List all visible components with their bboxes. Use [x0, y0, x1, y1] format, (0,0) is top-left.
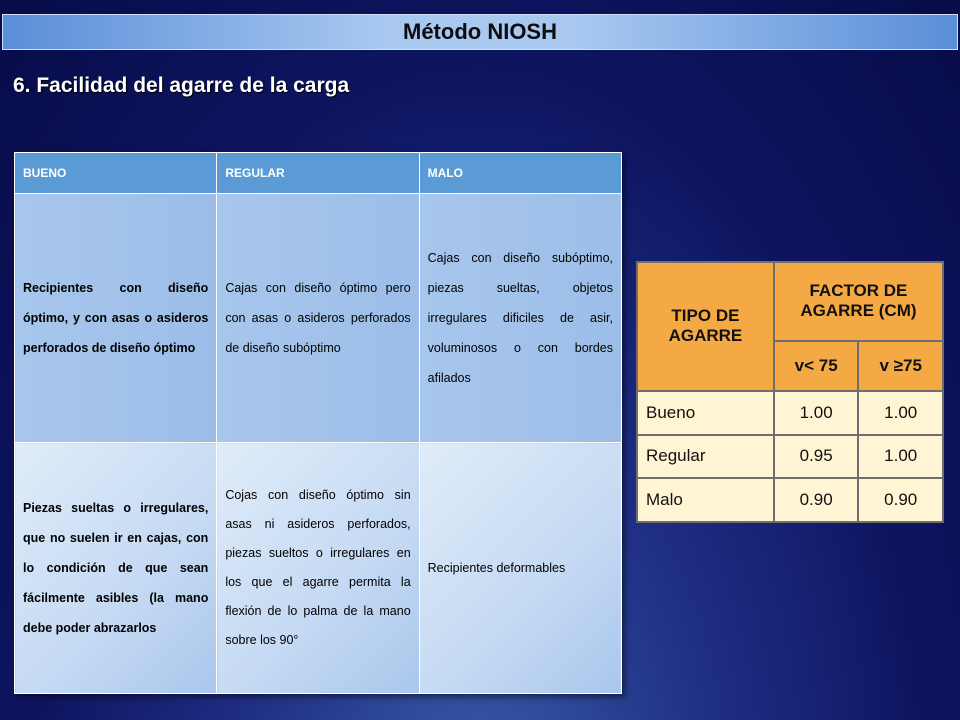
factor-subheader-lt75: v< 75 — [774, 341, 859, 391]
factor-value: 0.90 — [774, 478, 859, 522]
factor-tipo-bueno: Bueno — [637, 391, 774, 435]
cell-regular-1: Cajas con diseño óptimo pero con asas o asideros perforados de diseño subóptimo — [217, 194, 419, 443]
grip-factor-table — [636, 261, 944, 523]
factor-header-group: FACTOR DE AGARRE (CM) — [774, 262, 943, 341]
grip-factor-image — [636, 261, 944, 523]
cell-regular-2: Cojas con diseño óptimo sin asas ni asideros perforados, piezas sueltos o irregulares en los que el agarre permita la flexión de lo palma de la mano sobre los 90° — [217, 443, 419, 694]
table-row — [15, 194, 622, 443]
factor-subheader-ge75: v ≥75 — [858, 341, 943, 391]
cell-malo-1: Cajas con diseño subóptimo, piezas sueltas, objetos irregulares dificiles de asir, voluminosos o con bordes afilados — [419, 194, 621, 443]
cell-bueno-1: Recipientes con diseño óptimo, y con asas o asideros perforados de diseño óptimo — [15, 194, 217, 443]
factor-row — [637, 435, 943, 479]
factor-value: 0.95 — [774, 435, 859, 479]
factor-value: 0.90 — [858, 478, 943, 522]
slide-subtitle: 6. Facilidad del agarre de la carga — [13, 74, 350, 97]
factor-row — [637, 478, 943, 522]
factor-value: 1.00 — [858, 391, 943, 435]
slide-title: Método NIOSH — [403, 19, 557, 44]
cell-malo-2: Recipientes deformables — [419, 443, 621, 694]
grip-quality-table — [14, 152, 622, 694]
factor-header-tipo: TIPO DE AGARRE — [637, 262, 774, 391]
factor-tipo-malo: Malo — [637, 478, 774, 522]
header-malo: MALO — [419, 153, 621, 194]
header-regular: REGULAR — [217, 153, 419, 194]
factor-value: 1.00 — [858, 435, 943, 479]
cell-bueno-2: Piezas sueltas o irregulares, que no suelen ir en cajas, con lo condición de que sean fácilmente asibles (la mano debe poder abrazarlos — [15, 443, 217, 694]
factor-tipo-regular: Regular — [637, 435, 774, 479]
title-bar — [2, 14, 958, 50]
factor-value: 1.00 — [774, 391, 859, 435]
header-bueno: BUENO — [15, 153, 217, 194]
table-header-row — [15, 153, 622, 194]
table-row — [15, 443, 622, 694]
factor-row — [637, 391, 943, 435]
